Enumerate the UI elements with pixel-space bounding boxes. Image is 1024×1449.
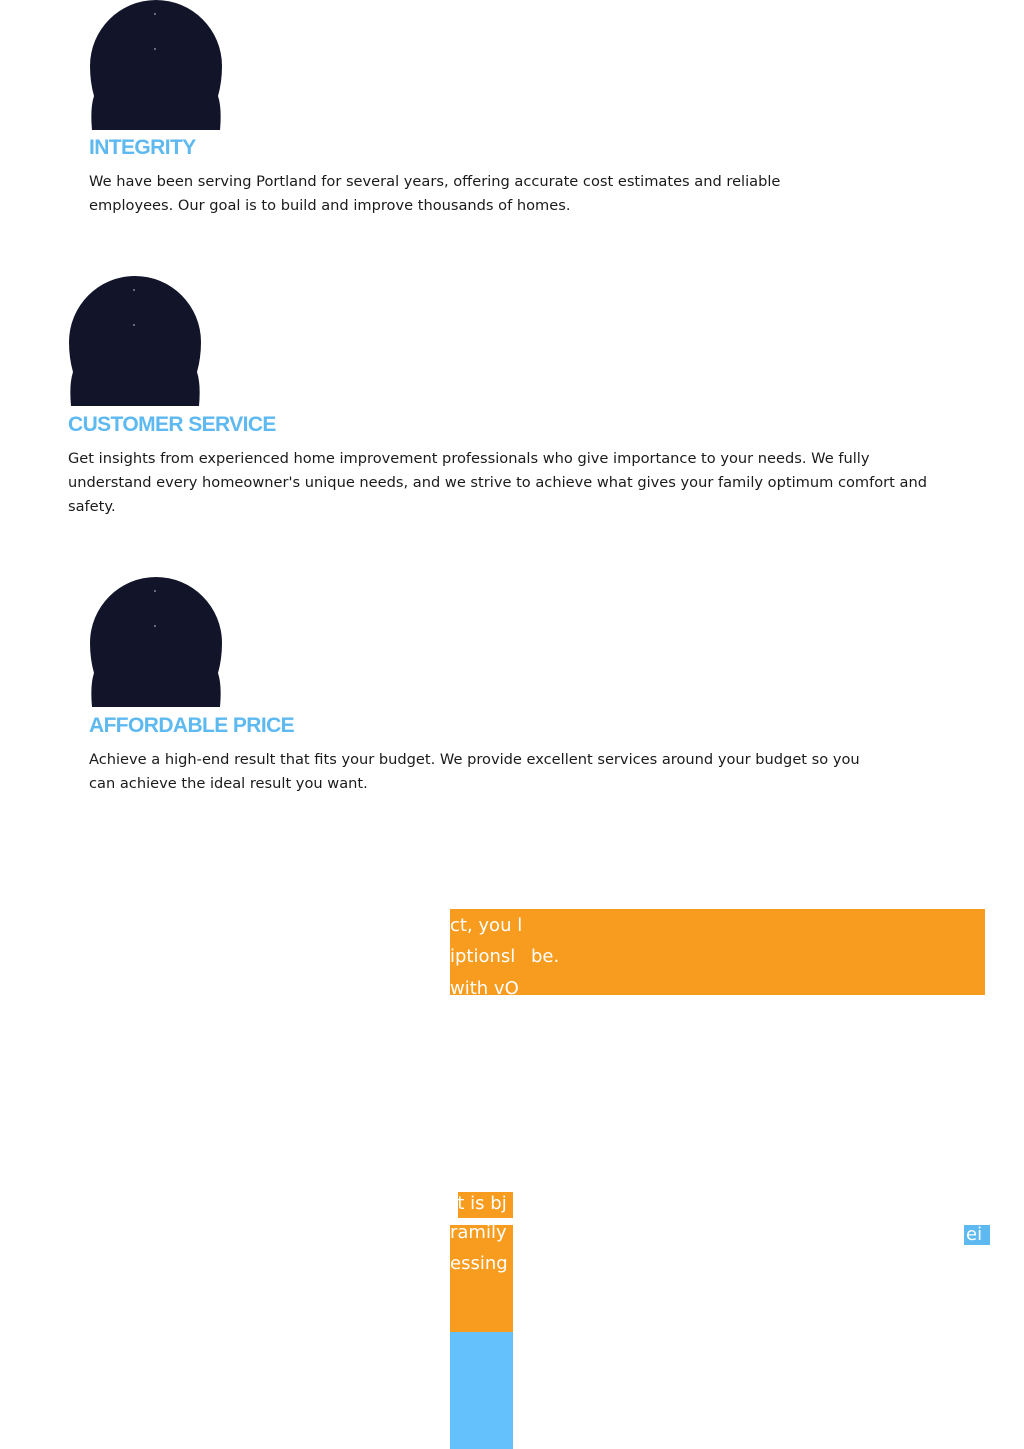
right-edge-tag — [964, 1225, 990, 1245]
light-blue-column — [450, 1332, 513, 1449]
column-fragment-3: essing — [450, 1253, 508, 1274]
right-edge-fragment: ei — [966, 1224, 983, 1245]
customer-service-body: Get insights from experienced home improvement professionals who give importance to your needs. We fully understand every homeowner's unique needs, and we strive to achieve what gives your family optimum comfort and safety. — [68, 450, 928, 515]
banner-fragment-2: iptionsl — [450, 946, 516, 967]
affordable-price-title: AFFORDABLE PRICE — [89, 714, 295, 737]
column-fragment-1: rt is bj — [450, 1193, 507, 1214]
customer-service-title: CUSTOMER SERVICE — [68, 413, 276, 436]
banner-fragment-1: ct, you l — [450, 915, 523, 936]
integrity-body: We have been serving Portland for several years, offering accurate cost estimates and reliable employees. Our goal is to build and improve thousands of homes. — [89, 173, 781, 214]
affordable-price-body: Achieve a high-end result that fits your budget. We provide excellent services around your budget so you can achieve the ideal result you want. — [89, 751, 860, 792]
customer-service-badge-icon — [69, 276, 201, 406]
affordable-price-badge-icon — [90, 577, 222, 707]
integrity-badge-icon — [90, 0, 222, 130]
column-fragment-2: ramily — [450, 1222, 507, 1243]
banner-fragment-3: be. — [531, 946, 560, 967]
integrity-title: INTEGRITY — [89, 136, 196, 159]
banner-fragment-4: with vO — [450, 978, 519, 999]
